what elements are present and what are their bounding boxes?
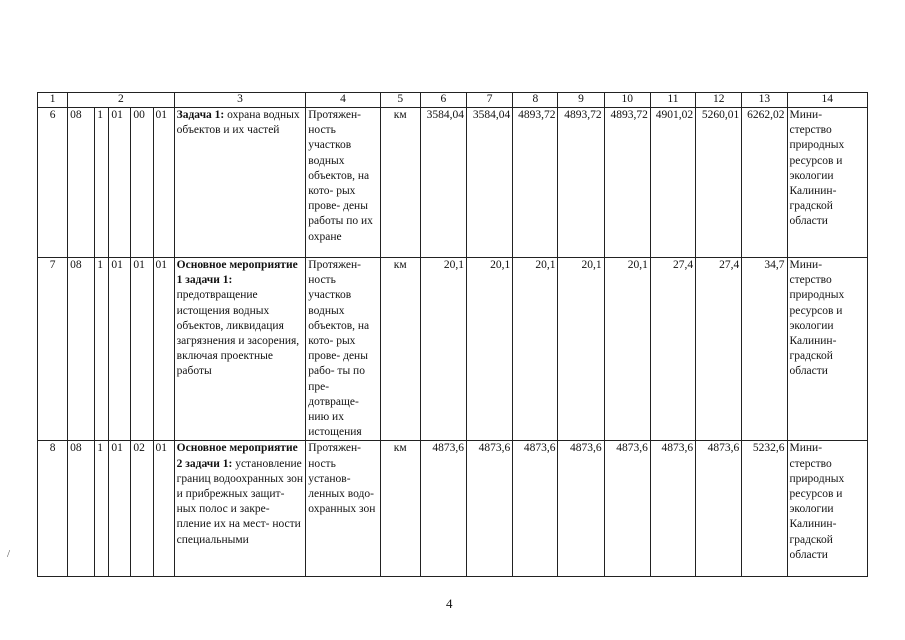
task-description: охрана водных объектов и их частей — [176, 109, 300, 137]
value-cell: 3584,04 — [420, 108, 466, 258]
task-name-cell — [174, 441, 306, 577]
value-cell: 4873,6 — [604, 441, 650, 577]
value-cell: 5260,01 — [696, 108, 742, 258]
row-number: 7 — [38, 258, 68, 441]
value-cell: 20,1 — [604, 258, 650, 441]
value-cell: 4873,6 — [467, 441, 513, 577]
unit-cell: км — [380, 258, 420, 441]
table-row — [38, 441, 868, 577]
value-cell: 4901,02 — [650, 108, 695, 258]
code-cell: 08 — [68, 108, 95, 258]
row-number: 8 — [38, 441, 68, 577]
code-cell: 1 — [95, 108, 109, 258]
value-cell: 27,4 — [696, 258, 742, 441]
table-row — [38, 258, 868, 441]
table-row — [38, 108, 868, 258]
indicator-cell: Протяжен- ность участков водных объектов, на кото- рых прове- дены работы по их охране — [306, 108, 380, 258]
row-number: 6 — [38, 108, 68, 258]
header-cell: 2 — [68, 93, 175, 108]
value-cell: 4873,6 — [696, 441, 742, 577]
value-cell: 4873,6 — [558, 441, 604, 577]
header-cell: 7 — [467, 93, 513, 108]
code-cell: 1 — [95, 258, 109, 441]
code-cell: 01 — [153, 441, 174, 577]
executor-cell: Мини- стерство природных ресурсов и экологии Калинин- градской области — [787, 108, 868, 258]
value-cell: 4893,72 — [604, 108, 650, 258]
program-table — [37, 92, 868, 577]
code-cell: 00 — [131, 108, 153, 258]
indicator-cell: Протяжен- ность участков водных объектов, на кото- рых прове- дены рабо- ты по пре- дотвраще- нию их истощения — [306, 258, 380, 441]
value-cell: 20,1 — [467, 258, 513, 441]
margin-mark: / — [7, 548, 11, 560]
executor-cell: Мини- стерство природных ресурсов и экологии Калинин- градской области — [787, 441, 868, 577]
value-cell: 4873,6 — [650, 441, 695, 577]
header-row — [38, 93, 868, 108]
code-cell: 01 — [109, 441, 131, 577]
task-name-cell — [174, 258, 306, 441]
header-cell: 14 — [787, 93, 868, 108]
value-cell: 20,1 — [513, 258, 558, 441]
code-cell: 1 — [95, 441, 109, 577]
header-cell: 11 — [650, 93, 695, 108]
task-description: предотвращение истощения водных объектов, ликвидация загрязнения и засорения, включая проектные работы — [176, 289, 300, 378]
header-cell: 12 — [696, 93, 742, 108]
header-cell: 3 — [174, 93, 306, 108]
header-cell: 4 — [306, 93, 380, 108]
header-cell: 10 — [604, 93, 650, 108]
value-cell: 4893,72 — [558, 108, 604, 258]
code-cell: 01 — [109, 258, 131, 441]
value-cell: 6262,02 — [742, 108, 787, 258]
header-cell: 8 — [513, 93, 558, 108]
unit-cell: км — [380, 108, 420, 258]
value-cell: 34,7 — [742, 258, 787, 441]
header-cell: 13 — [742, 93, 787, 108]
code-cell: 01 — [153, 108, 174, 258]
task-name-cell — [174, 108, 306, 258]
task-title: Задача 1: — [176, 109, 225, 121]
code-cell: 08 — [68, 258, 95, 441]
code-cell: 01 — [153, 258, 174, 441]
value-cell: 27,4 — [650, 258, 695, 441]
value-cell: 4893,72 — [513, 108, 558, 258]
unit-cell: км — [380, 441, 420, 577]
value-cell: 20,1 — [558, 258, 604, 441]
code-cell: 01 — [109, 108, 131, 258]
indicator-cell: Протяжен- ность установ- ленных водо- охранных зон — [306, 441, 380, 577]
header-cell: 6 — [420, 93, 466, 108]
task-description: установление границ водоохранных зон и прибрежных защит- ных полос и закре- пление их на мест- ности специальными — [176, 457, 304, 546]
code-cell: 08 — [68, 441, 95, 577]
executor-cell: Мини- стерство природных ресурсов и экологии Калинин- градской области — [787, 258, 868, 441]
task-title: Основное мероприятие 2 задачи 1: — [176, 442, 298, 470]
value-cell: 4873,6 — [420, 441, 466, 577]
value-cell: 20,1 — [420, 258, 466, 441]
header-cell: 9 — [558, 93, 604, 108]
header-cell: 1 — [38, 93, 68, 108]
page-number: 4 — [446, 596, 453, 611]
code-cell: 01 — [131, 258, 153, 441]
value-cell: 3584,04 — [467, 108, 513, 258]
header-cell: 5 — [380, 93, 420, 108]
code-cell: 02 — [131, 441, 153, 577]
task-title: Основное мероприятие 1 задачи 1: — [176, 259, 298, 287]
value-cell: 5232,6 — [742, 441, 787, 577]
value-cell: 4873,6 — [513, 441, 558, 577]
